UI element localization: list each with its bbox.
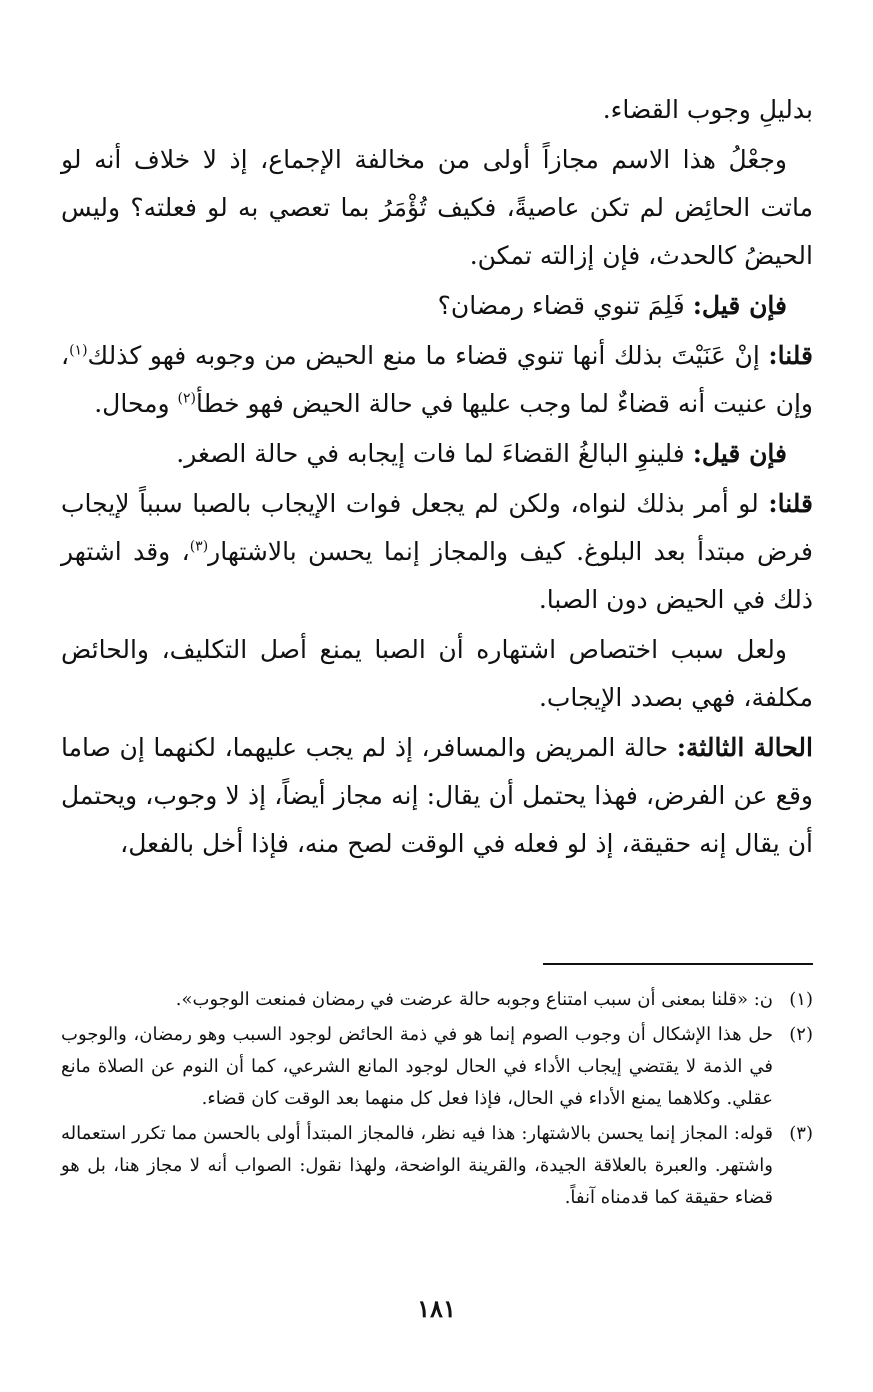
- paragraph-7: [61, 626, 813, 722]
- paragraph-text: وجعْلُ هذا الاسم مجازاً أولى من مخالفة الإجماع، إذ لا خلاف أنه لو ماتت الحائِض لم تكن عاصيةً، فكيف تُؤْمَرُ بما تعصي به لو فعلته؟ وليس الحيضُ كالحدث، فإن إزالته تمكن.: [61, 145, 813, 270]
- footnote-number: (١): [789, 989, 813, 1010]
- footnote-text: قوله: المجاز إنما يحسن بالاشتهار: هذا فيه نظر، فالمجاز المبتدأ أولى بالحسن مما تكرر استعماله واشتهر. والعبرة بالعلاقة الجيدة، والقرينة الواضحة، ولهذا نقول: الصواب أنه لا مجاز هنا، بل هو قضاء حقيقة كما قدمناه آنفاً.: [61, 1123, 773, 1208]
- paragraph-text: بدليلِ وجوب القضاء.: [602, 95, 813, 124]
- reply-label: قلنا:: [768, 489, 813, 518]
- paragraph-text: فَلِمَ تنوي قضاء رمضان؟: [437, 291, 685, 320]
- paragraph-text: ولعل سبب اختصاص اشتهاره أن الصبا يمنع أصل التكليف، والحائض مكلفة، فهي بصدد الإيجاب.: [61, 635, 813, 712]
- paragraph-text: ، وإن عنيت أنه قضاءٌ لما وجب عليها في حالة الحيض فهو خطأ: [61, 341, 813, 418]
- objection-label: فإن قيل:: [692, 439, 787, 468]
- footnote-ref: (٣): [189, 538, 209, 555]
- paragraph-2: [61, 136, 813, 280]
- footnote-number: (٣): [789, 1123, 813, 1144]
- paragraph-3: [61, 282, 813, 330]
- footnote-number: (٢): [789, 1024, 813, 1045]
- page-number: ١٨١: [417, 1294, 456, 1323]
- footnote-ref: (١): [69, 342, 88, 359]
- paragraph-8: [61, 724, 813, 868]
- footnote-text: ن: «قلنا بمعنى أن سبب امتناع وجوبه حالة عرضت في رمضان فمنعت الوجوب».: [175, 989, 773, 1010]
- reply-label: قلنا:: [768, 341, 813, 370]
- paragraph-text: لو أمر بذلك لنواه، ولكن لم يجعل فوات الإيجاب بالصبا سبباً لإيجاب فرض مبتدأ بعد البلوغ. كيف والمجاز إنما يحسن بالاشتهار: [61, 489, 813, 566]
- footnote-item: [61, 1019, 813, 1115]
- paragraph-text: ، وقد اشتهر ذلك في الحيض دون الصبا.: [61, 537, 813, 614]
- main-text: [61, 86, 813, 870]
- paragraph-text: حالة المريض والمسافر، إذ لم يجب عليهما، لكنهما إن صاما وقع عن الفرض، فهذا يحتمل أن يقال: إنه مجاز أيضاً، إذ لا وجوب، ويحتمل أن يقال إنه حقيقة، إذ لو فعله في الوقت لصح منه، فإذا أخل بالفعل،: [61, 733, 813, 858]
- footnote-item: [61, 1118, 813, 1214]
- paragraph-text: ومحال.: [94, 389, 178, 418]
- footnote-separator: [543, 963, 813, 965]
- paragraph-5: [61, 430, 813, 478]
- footnote-item: [61, 984, 813, 1016]
- objection-label: فإن قيل:: [692, 291, 787, 320]
- footnote-ref: (٢): [177, 390, 196, 407]
- footnotes: [61, 984, 813, 1217]
- footnote-text: حل هذا الإشكال أن وجوب الصوم إنما هو في ذمة الحائض لوجود السبب وهو رمضان، والوجوب في الذمة لا يقتضي إيجاب الأداء في الحال لوجود المانع الشرعي، كما أن النوم عن الصلاة مانع عقلي. وكلاهما يمنع الأداء في الحال، فإذا فعل كل منهما بعد الوقت كان قضاء.: [61, 1024, 773, 1109]
- paragraph-text: فلينوِ البالغُ القضاءَ لما فات إيجابه في حالة الصغر.: [176, 439, 685, 468]
- paragraph-text: إنْ عَنَيْتَ بذلك أنها تنوي قضاء ما منع الحيض من وجوبه فهو كذلك: [87, 341, 760, 370]
- paragraph-1: [61, 86, 813, 134]
- paragraph-6: [61, 480, 813, 624]
- section-label: الحالة الثالثة:: [676, 733, 813, 762]
- paragraph-4: [61, 332, 813, 428]
